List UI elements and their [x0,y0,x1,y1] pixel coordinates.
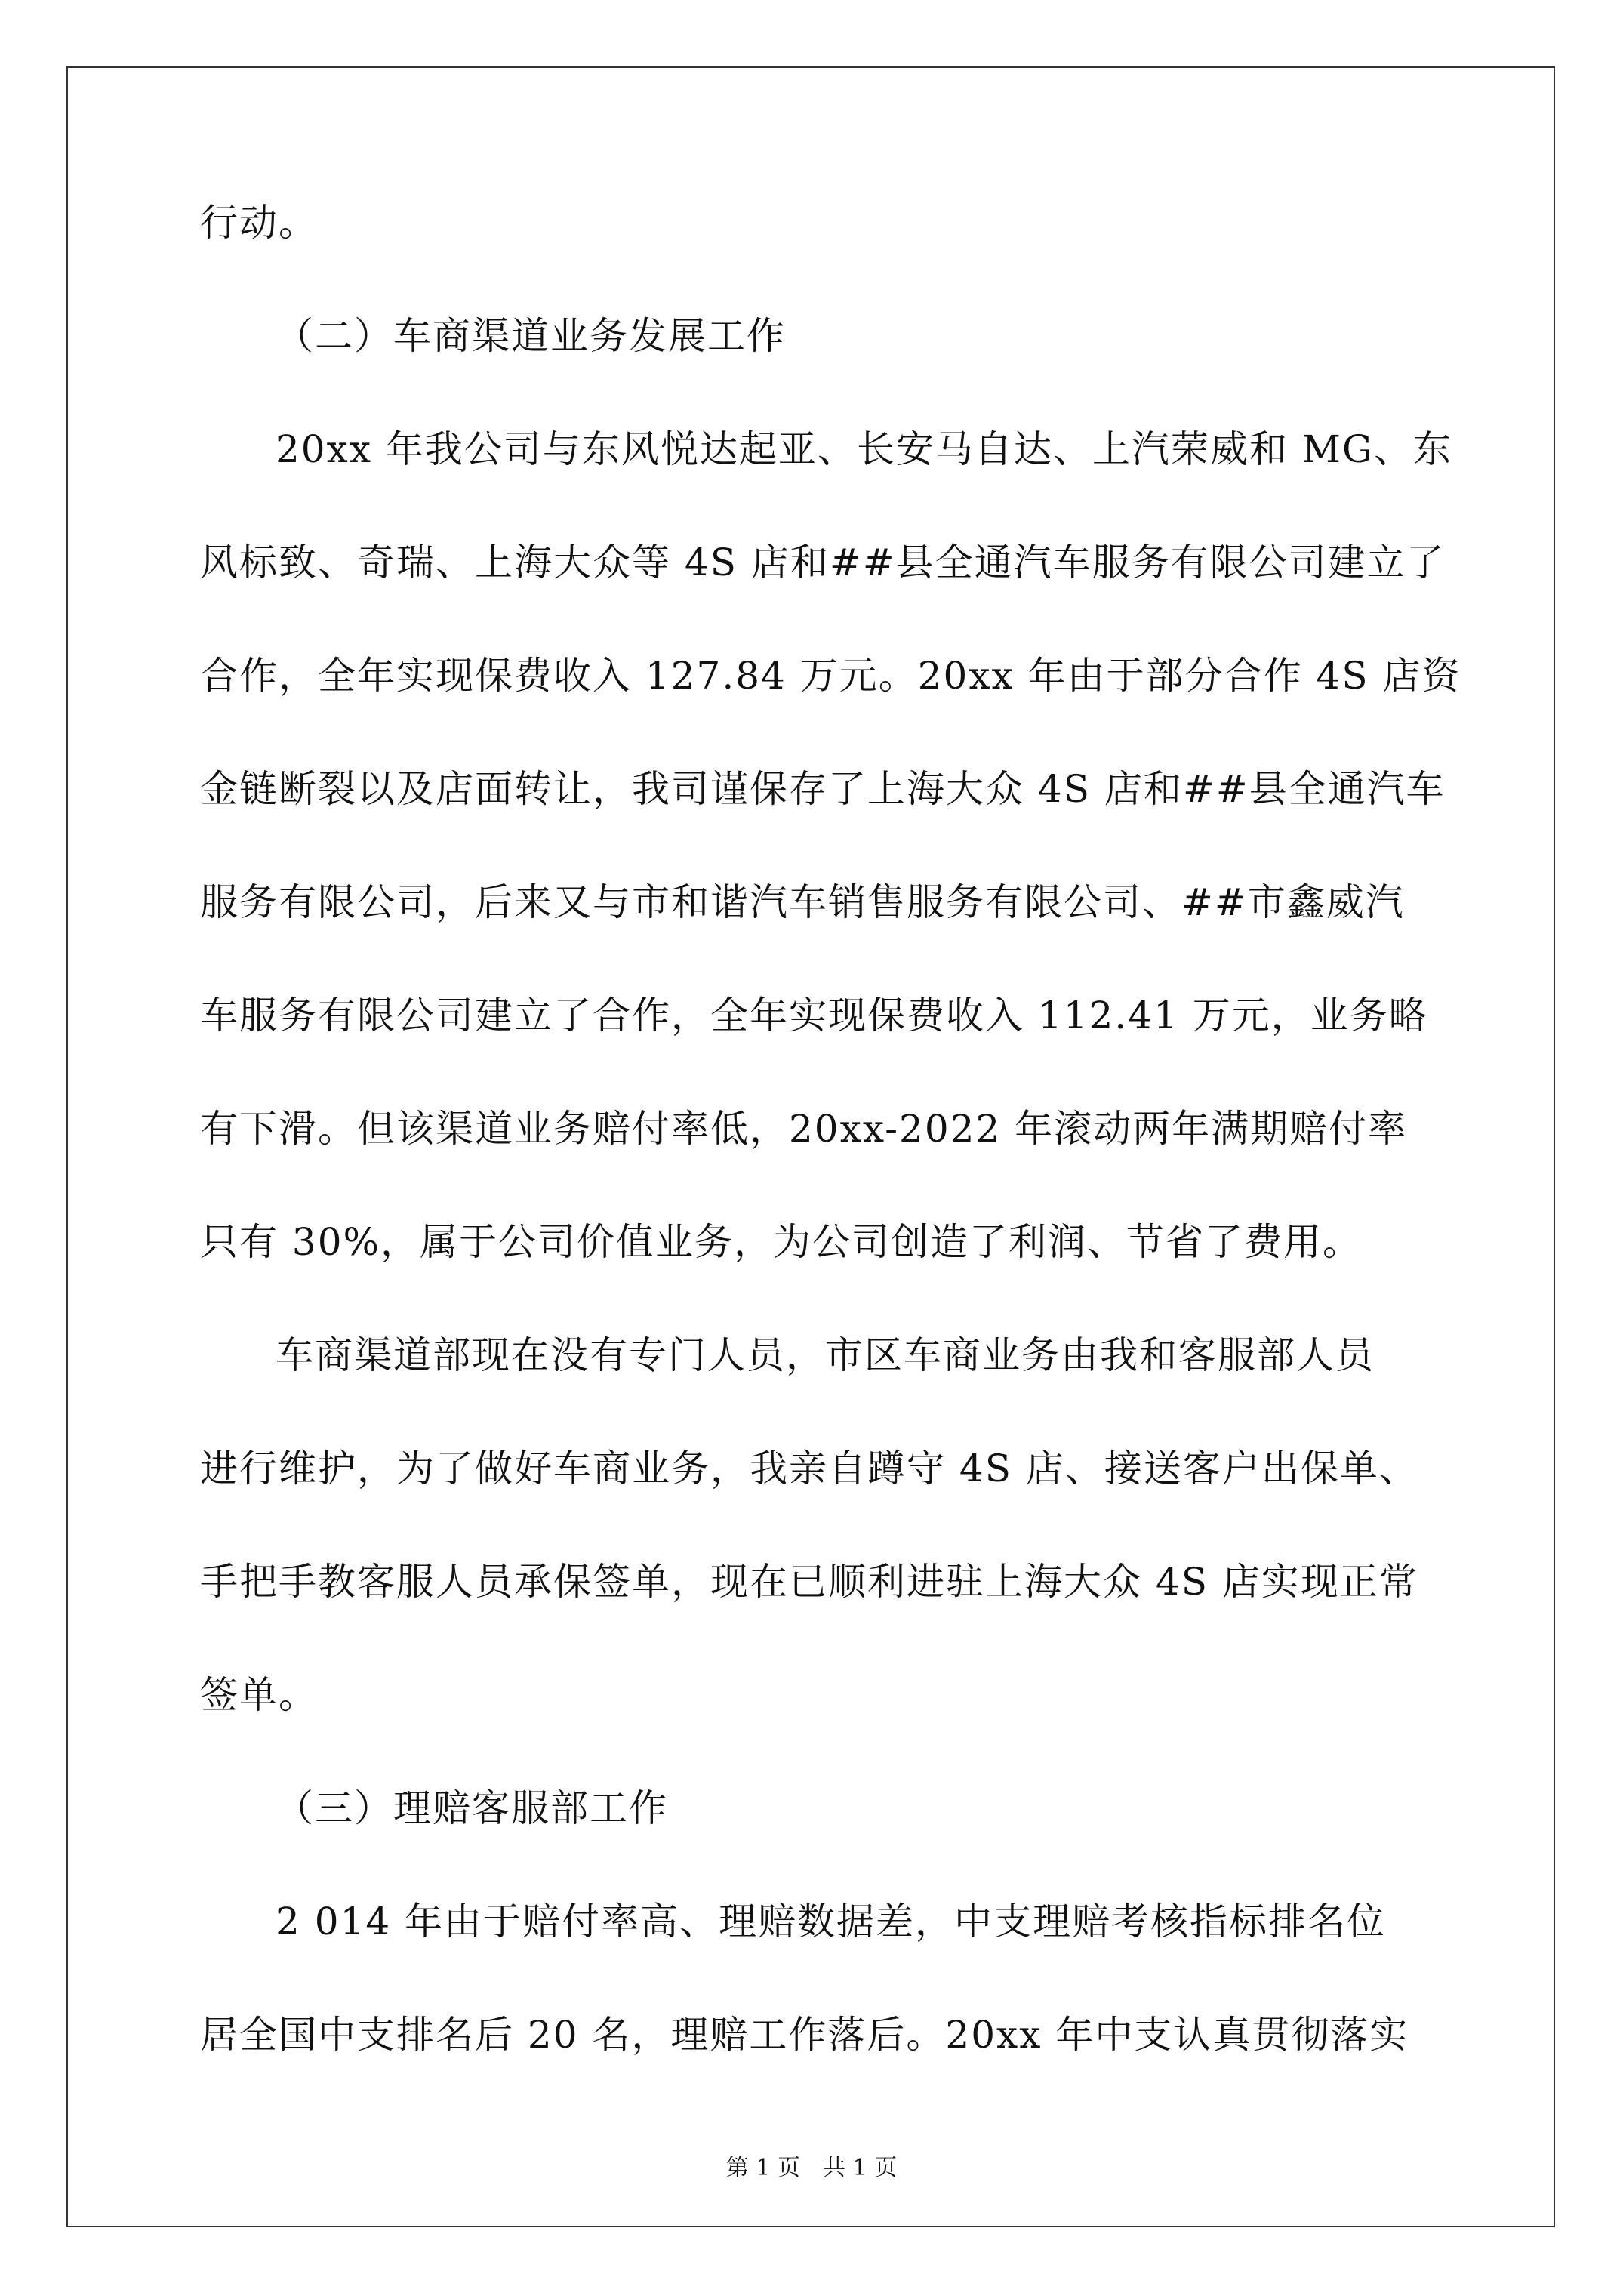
text-line: 进行维护，为了做好车商业务，我亲自蹲守 4S 店、接送客户出保单、 [200,1447,1418,1490]
text-line: 20xx 年我公司与东风悦达起亚、长安马自达、上汽荣威和 MG、东 [276,427,1452,471]
text-line: 有下滑。但该渠道业务赔付率低，20xx-2022 年滚动两年满期赔付率 [200,1107,1408,1151]
text-line: 行动。 [200,201,318,245]
text-line: 风标致、奇瑞、上海大众等 4S 店和##县全通汽车服务有限公司建立了 [200,541,1446,584]
section-heading: （三）理赔客服部工作 [276,1786,668,1830]
text-line: 车商渠道部现在没有专门人员，市区车商业务由我和客服部人员 [276,1333,1375,1377]
section-heading: （二）车商渠道业务发展工作 [276,314,786,358]
text-line: 金链断裂以及店面转让，我司谨保存了上海大众 4S 店和##县全通汽车 [200,767,1446,811]
text-line: 居全国中支排名后 20 名，理赔工作落后。20xx 年中支认真贯彻落实 [200,2013,1409,2057]
text-line: 签单。 [200,1673,318,1717]
text-line: 服务有限公司，后来又与市和谐汽车销售服务有限公司、##市鑫威汽 [200,880,1405,924]
text-line: 手把手教客服人员承保签单，现在已顺利进驻上海大众 4S 店实现正常 [200,1560,1418,1604]
page-footer: 第 1 页 共 1 页 [725,2155,898,2181]
text-line: 车服务有限公司建立了合作，全年实现保费收入 112.41 万元，业务略 [200,994,1428,1037]
text-line: 只有 30%，属于公司价值业务，为公司创造了利润、节省了费用。 [200,1220,1363,1264]
text-line: 2 014 年由于赔付率高、理赔数据差，中支理赔考核指标排名位 [276,1900,1387,1943]
text-line: 合作，全年实现保费收入 127.84 万元。20xx 年由于部分合作 4S 店资 [200,654,1461,698]
